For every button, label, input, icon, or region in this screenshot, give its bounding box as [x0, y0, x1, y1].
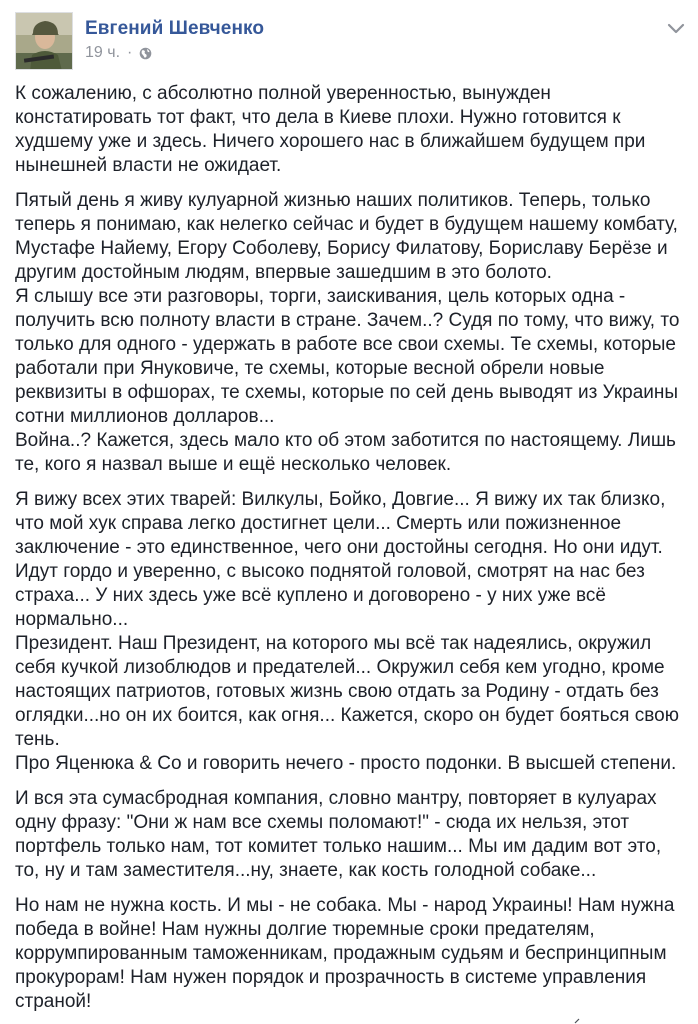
author-name[interactable]: Евгений Шевченко: [85, 18, 265, 39]
text-line: констатировать тот факт, что дела в Киеве плохи. Нужно готовится к: [15, 107, 621, 128]
text-line: тень.: [15, 729, 60, 750]
text-line: нынешней власти не ожидает.: [15, 155, 282, 176]
text-line: Я слышу все эти разговоры, торги, заискивания, цель которых одна -: [15, 286, 626, 307]
text-line: реквизиты в офшорах, те схемы, которые по сей день выводят из Украины: [15, 382, 679, 403]
text-line: Но нам не нужна кость. И мы - не собака. Мы - народ Украины! Нам нужна: [15, 895, 675, 916]
text-line: Президент. Наш Президент, на которого мы всё так надеялись, окружил: [15, 633, 652, 654]
post-body: [15, 82, 690, 1024]
text-line: те, кого я назвал выше и ещё несколько человек.: [15, 454, 452, 475]
separator: ·: [127, 44, 133, 61]
text-line: портфель только нам, тот комитет только нашим... Мы им дадим вот это,: [15, 836, 662, 857]
text-line: худшему уже и здесь. Ничего хорошего нас в ближайшем будущем при: [15, 131, 646, 152]
text-line: оглядки...но он их боится, как огня... Кажется, скоро он будет бояться свою: [15, 705, 679, 726]
text-line: одну фразу: "Они ж нам все схемы поломают!" - сюда их нельзя, этот: [15, 812, 630, 833]
text-line: коррумпированным таможенникам, продажным судьям и беспринципным: [15, 943, 667, 964]
text-line: страной!: [15, 991, 92, 1012]
text-line: теперь я понимаю, как нелегко сейчас и будет в будущем нашему комбату,: [15, 214, 678, 235]
text-line: себя кучкой лизоблюдов и предателей... Окружил себя кем угодно, кроме: [15, 657, 665, 678]
text-line: заключение - это единственное, чего они достойны сегодня. Но они идут.: [15, 537, 663, 558]
text-line: Война..? Кажется, здесь мало кто об этом заботится по настоящему. Лишь: [15, 430, 676, 451]
avatar[interactable]: [15, 12, 73, 70]
text-line: победа в войне! Нам нужны долгие тюремные сроки предателям,: [15, 919, 595, 940]
avatar-image: [16, 13, 73, 70]
chevron-down-icon[interactable]: [667, 22, 685, 34]
text-line: только для одного - удержать в работе все свои схемы. Те схемы, которые: [15, 334, 676, 355]
text-line: Мустафе Найему, Егору Соболеву, Борису Филатову, Бориславу Берёзе и: [15, 238, 668, 259]
text-line: И вся эта сумасбродная компания, словно мантру, повторяет в кулуарах: [15, 788, 657, 809]
text-line: что мой хук справа легко достигнет цели... Смерть или пожизненное: [15, 513, 622, 534]
text-line: получить всю полноту власти в стране. Зачем..? Судя по тому, что вижу, то: [15, 310, 680, 331]
text-line: прокурорам! Нам нужен порядок и прозрачность в системе управления: [15, 967, 647, 988]
post-paragraph: [15, 488, 690, 776]
text-line: нормально...: [15, 609, 129, 630]
post-paragraph: [15, 787, 690, 883]
post-header: [15, 12, 685, 72]
text-line: сотни миллионов долларов...: [15, 406, 275, 427]
text-line: работали при Януковиче, те схемы, которые весной обрели новые: [15, 358, 605, 379]
text-line: К сожалению, с абсолютно полной уверенностью, вынужден: [15, 83, 551, 104]
post-paragraph: [15, 894, 690, 1014]
text-line: другим достойным людям, впервые зашедшим в это болото.: [15, 262, 552, 283]
text-line: то, ну и там заместителя...ну, знаете, как кость голодной собаке...: [15, 860, 597, 881]
text-line: Пятый день я живу кулуарной жизнью наших политиков. Теперь, только: [15, 190, 651, 211]
globe-icon[interactable]: [139, 47, 152, 60]
post-meta: [85, 44, 152, 62]
corner-mark-icon: [574, 1018, 580, 1024]
post-paragraph: [15, 189, 690, 477]
post-paragraph: [15, 82, 690, 178]
text-line: настоящих патриотов, готовых жизнь свою отдать за Родину - отдать без: [15, 681, 659, 702]
text-line: Идут гордо и уверенно, с высоко поднятой головой, смотрят на нас без: [15, 561, 645, 582]
timestamp[interactable]: 19 ч.: [85, 44, 121, 61]
text-line: Я вижу всех этих тварей: Вилкулы, Бойко, Довгие... Я вижу их так близко,: [15, 489, 666, 510]
text-line: страха... У них здесь уже всё куплено и договорено - у них уже всё: [15, 585, 606, 606]
text-line: Про Яценюка & Co и говорить нечего - просто подонки. В высшей степени.: [15, 753, 677, 774]
